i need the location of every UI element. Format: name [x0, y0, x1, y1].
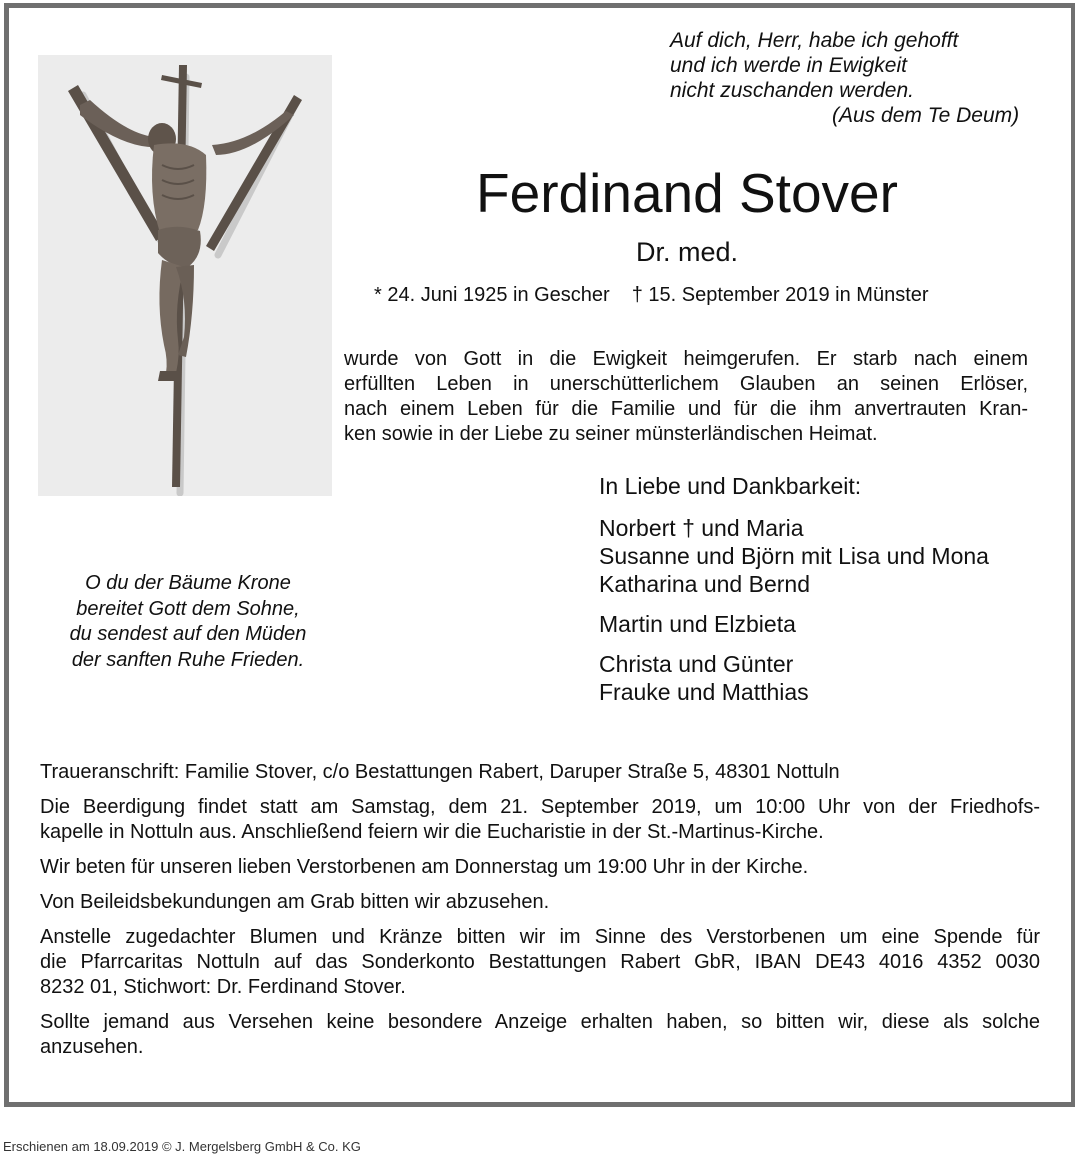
donation-line: 8232 01, Stichwort: Dr. Ferdinand Stover.: [40, 976, 406, 998]
condolences-text: Von Beileidsbekundungen am Grab bitten wir abzusehen.: [40, 891, 550, 913]
family-member: Frauke und Matthias: [599, 679, 809, 705]
motto-line: Auf dich, Herr, habe ich gehofft: [670, 29, 959, 52]
notice-line: Sollte jemand aus Versehen keine besondere Anzeige erhalten haben, so bitten wir, diese als solche: [40, 1011, 1040, 1033]
mourning-address-text: Traueranschrift: Familie Stover, c/o Bestattungen Rabert, Daruper Straße 5, 48301 Nottuln: [40, 761, 840, 783]
family-group: [599, 610, 989, 638]
announcement-line: wurde von Gott in die Ewigkeit heimgerufen. Er starb nach einem: [344, 348, 1028, 370]
prayer-info: [40, 855, 1040, 880]
funeral-info: [40, 760, 1040, 1070]
donation-info: [40, 925, 1040, 1000]
poem: [38, 571, 338, 673]
family-group: [599, 650, 989, 706]
motto-source: (Aus dem Te Deum): [832, 104, 1020, 127]
family-group: [599, 514, 989, 598]
family-list: [599, 472, 989, 715]
donation-line: Anstelle zugedachter Blumen und Kränze bitten wir im Sinne des Verstorbenen um eine Spende für: [40, 926, 1040, 948]
poem-line: O du der Bäume Krone: [85, 572, 291, 594]
condolences-info: [40, 890, 1040, 915]
poem-line: du sendest auf den Müden: [69, 623, 307, 645]
funeral-line: Die Beerdigung findet statt am Samstag, dem 21. September 2019, um 10:00 Uhr von der Friedhofs-: [40, 796, 1040, 818]
announcement-text: [344, 347, 1028, 447]
funeral-line: kapelle in Nottuln aus. Anschließend feiern wir die Eucharistie in der St.-Martinus-Kirche.: [40, 821, 824, 843]
deceased-title: Dr. med.: [635, 237, 739, 267]
announcement-line: nach einem Leben für die Familie und für die ihm anvertrauten Kran-: [344, 398, 1028, 420]
motto-quote: [670, 28, 1019, 128]
poem-line: bereitet Gott dem Sohne,: [76, 597, 300, 620]
announcement-line: ken sowie in der Liebe zu seiner münsterländischen Heimat.: [344, 423, 878, 445]
prayer-text: Wir beten für unseren lieben Verstorbenen am Donnerstag um 19:00 Uhr in der Kirche.: [40, 856, 809, 878]
life-dates: [374, 283, 929, 307]
family-member: Susanne und Björn mit Lisa und Mona: [599, 543, 989, 569]
birth-date: * 24. Juni 1925 in Gescher: [374, 284, 610, 306]
deceased-name: Ferdinand Stover: [476, 162, 898, 224]
family-member: Christa und Günter: [599, 651, 794, 677]
family-member: Katharina und Bernd: [599, 571, 810, 597]
funeral-details: [40, 795, 1040, 845]
family-member: Norbert † und Maria: [599, 515, 804, 541]
motto-line: nicht zuschanden werden.: [670, 79, 914, 102]
publication-footer: Erschienen am 18.09.2019 © J. Mergelsberg GmbH & Co. KG: [3, 1139, 361, 1154]
poem-line: der sanften Ruhe Frieden.: [71, 648, 305, 671]
notice-line: anzusehen.: [40, 1036, 144, 1058]
family-member: Martin und Elzbieta: [599, 611, 796, 637]
family-heading: In Liebe und Dankbarkeit:: [599, 473, 862, 499]
crucifix-image: [38, 55, 332, 496]
announcement-line: erfüllten Leben in unerschütterlichem Glauben an seinen Erlöser,: [344, 373, 1028, 395]
death-date: † 15. September 2019 in Münster: [631, 284, 929, 306]
notice-info: [40, 1010, 1040, 1060]
mourning-address: [40, 760, 1040, 785]
motto-line: und ich werde in Ewigkeit: [670, 54, 907, 77]
donation-line: die Pfarrcaritas Nottuln auf das Sonderkonto Bestattungen Rabert GbR, IBAN DE43 4016 4352 0030: [40, 951, 1040, 973]
